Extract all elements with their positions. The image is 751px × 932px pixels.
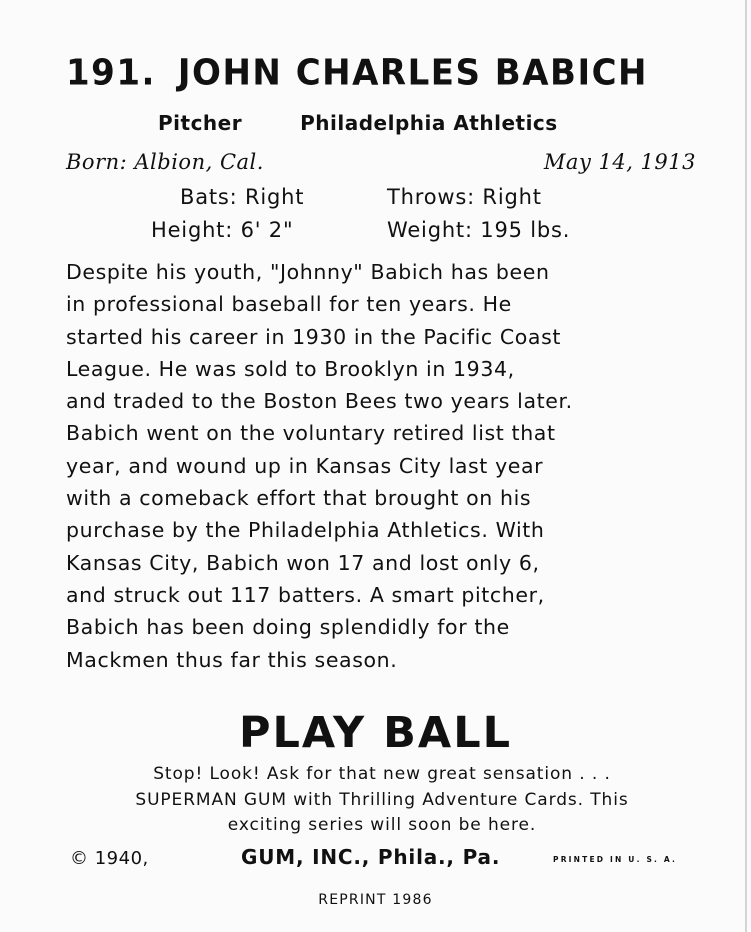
biography-line: Despite his youth, "Johnny" Babich has been: [66, 260, 550, 284]
biography-line: with a comeback effort that brought on his: [66, 486, 532, 511]
player-team: Philadelphia Athletics: [300, 111, 558, 135]
height-stat: Height: 6' 2": [151, 218, 294, 242]
player-position: Pitcher: [158, 111, 243, 135]
promo-line: Stop! Look! Ask for that new great sensation . . .: [153, 764, 611, 784]
throws-stat: Throws: Right: [387, 185, 542, 209]
promo-line: exciting series will soon be here.: [227, 815, 537, 835]
biography-line: and traded to the Boston Bees two years later.: [66, 389, 573, 414]
born-date: May 14, 1913: [543, 150, 696, 174]
card-edge: [745, 0, 747, 932]
biography-line: Mackmen thus far this season.: [66, 647, 398, 672]
biography-line: League. He was sold to Brooklyn in 1934,: [66, 356, 515, 381]
copyright: © 1940,: [70, 848, 149, 869]
biography-line: purchase by the Philadelphia Athletics. With: [66, 518, 545, 543]
card-title: [66, 52, 648, 94]
player-name: JOHN CHARLES BABICH: [177, 52, 649, 94]
weight-stat: Weight: 195 lbs.: [387, 218, 571, 242]
biography-line: Babich has been doing splendidly for the: [66, 615, 510, 640]
player-biography: [66, 256, 696, 676]
promo-text: [66, 762, 698, 839]
position-team-row: [158, 111, 558, 135]
born-place: Born: Albion, Cal.: [66, 150, 264, 174]
biography-line: year, and wound up in Kansas City last year: [66, 453, 544, 478]
printed-in-usa: PRINTED IN U. S. A.: [553, 855, 678, 864]
publisher: GUM, INC., Phila., Pa.: [241, 845, 501, 869]
reprint-note: REPRINT 1986: [318, 892, 433, 908]
biography-line: and struck out 117 batters. A smart pitcher,: [66, 582, 545, 607]
biography-line: Kansas City, Babich won 17 and lost only 6,: [66, 550, 540, 575]
bats-stat: Bats: Right: [180, 185, 305, 209]
biography-line: started his career in 1930 in the Pacific Coast: [66, 324, 562, 349]
brand-title: PLAY BALL: [238, 708, 513, 758]
biography-line: Babich went on the voluntary retired list that: [66, 421, 556, 446]
promo-line: SUPERMAN GUM with Thrilling Adventure Cards. This: [135, 789, 629, 810]
card-number: 191.: [66, 52, 156, 94]
biography-line: in professional baseball for ten years. He: [66, 292, 512, 317]
